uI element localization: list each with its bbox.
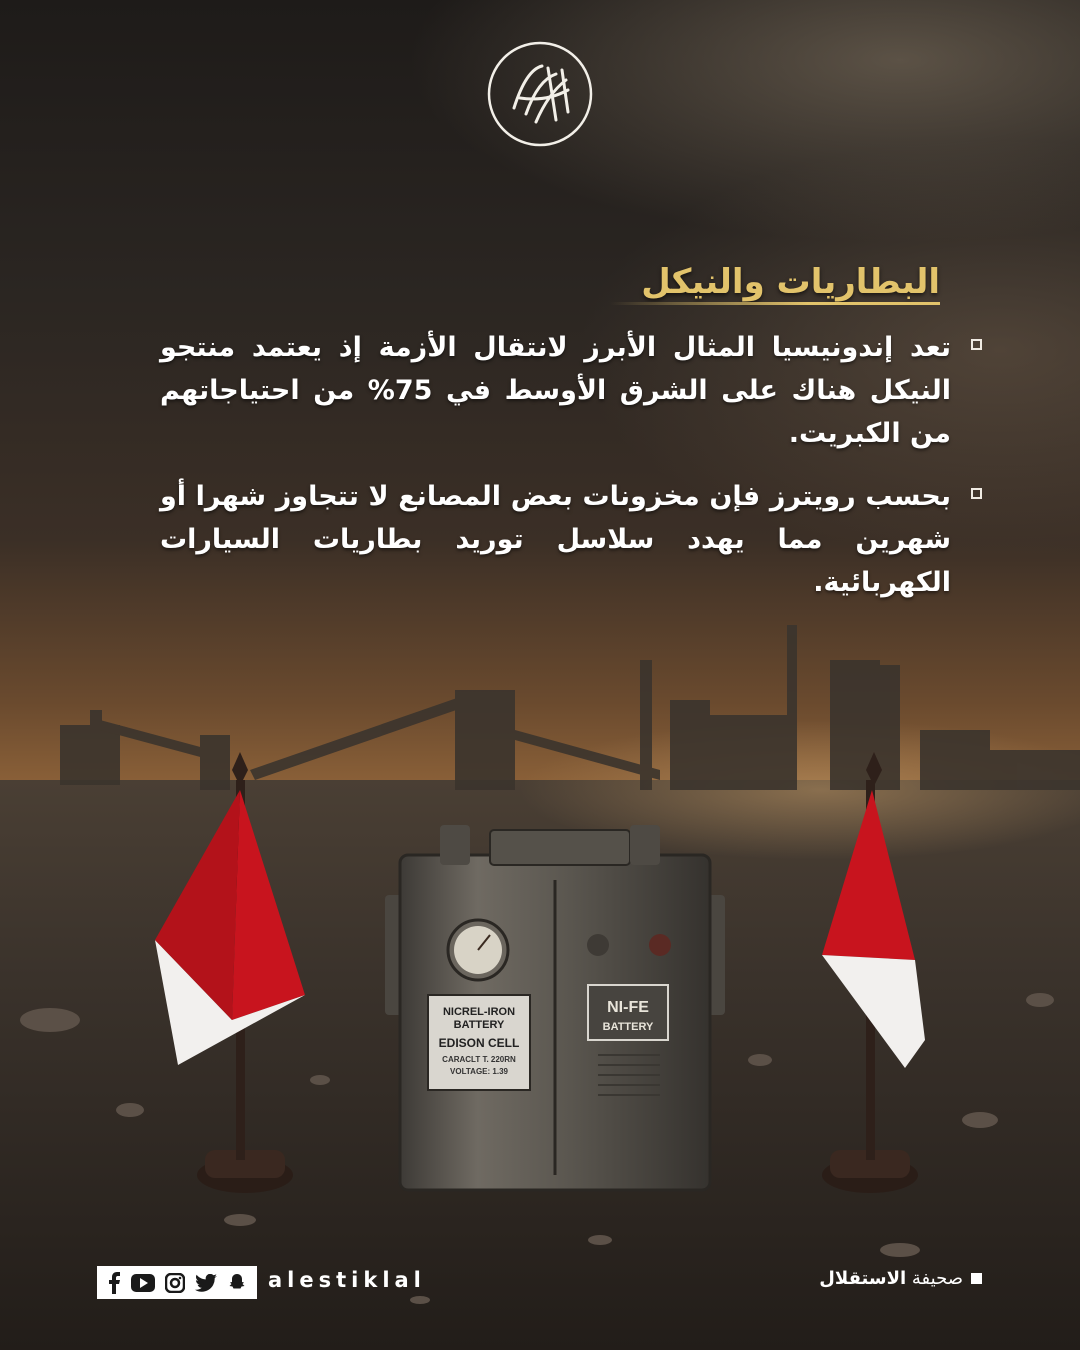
heading-underline xyxy=(610,302,940,305)
page-title: البطاريات والنيكل xyxy=(641,262,940,302)
battery-label-3a: NI-FE xyxy=(607,999,649,1016)
bullet-text: تعد إندونيسيا المثال الأبرز لانتقال الأزمة إذ يعتمد منتجو النيكل هناك على الشرق الأوسط في 75% من احتياجاتهم من الكبريت. xyxy=(160,332,952,449)
battery-label-1a: NICREL-IRON xyxy=(442,1006,516,1018)
social-handle[interactable]: alestiklal xyxy=(268,1268,426,1292)
battery-label-2a: EDISON CELL xyxy=(438,1036,520,1050)
list-item xyxy=(160,326,982,455)
calligraphy-seal-icon xyxy=(486,40,594,148)
bullet-list xyxy=(160,326,982,624)
square-bullet-icon xyxy=(971,1273,982,1284)
paper-name: الاستقلال xyxy=(819,1268,907,1289)
battery-label-1b: BATTERY xyxy=(453,1019,505,1031)
list-item xyxy=(160,475,982,604)
facebook-icon[interactable] xyxy=(107,1272,121,1294)
battery-label-2c: VOLTAGE: 1.39 xyxy=(450,1067,508,1076)
newspaper-credit xyxy=(819,1268,982,1289)
bullet-text: بحسب رويترز فإن مخزونات بعض المصانع لا تتجاوز شهرا أو شهرين مما يهدد سلاسل توريد بطاريات السيارات الكهربائية. xyxy=(160,481,951,598)
youtube-icon[interactable] xyxy=(131,1274,155,1292)
snapchat-icon[interactable] xyxy=(227,1273,247,1293)
battery-label-2b: CARACLT T. 220RN xyxy=(442,1055,516,1064)
square-bullet-icon xyxy=(971,339,982,350)
paper-prefix: صحيفة xyxy=(911,1268,963,1289)
heading-block xyxy=(520,262,940,306)
square-bullet-icon xyxy=(971,488,982,499)
twitter-icon[interactable] xyxy=(195,1274,217,1292)
battery-body xyxy=(385,825,725,1190)
battery-label-3b: BATTERY xyxy=(602,1021,654,1033)
social-icons-bar xyxy=(97,1266,257,1299)
instagram-icon[interactable] xyxy=(165,1273,185,1293)
